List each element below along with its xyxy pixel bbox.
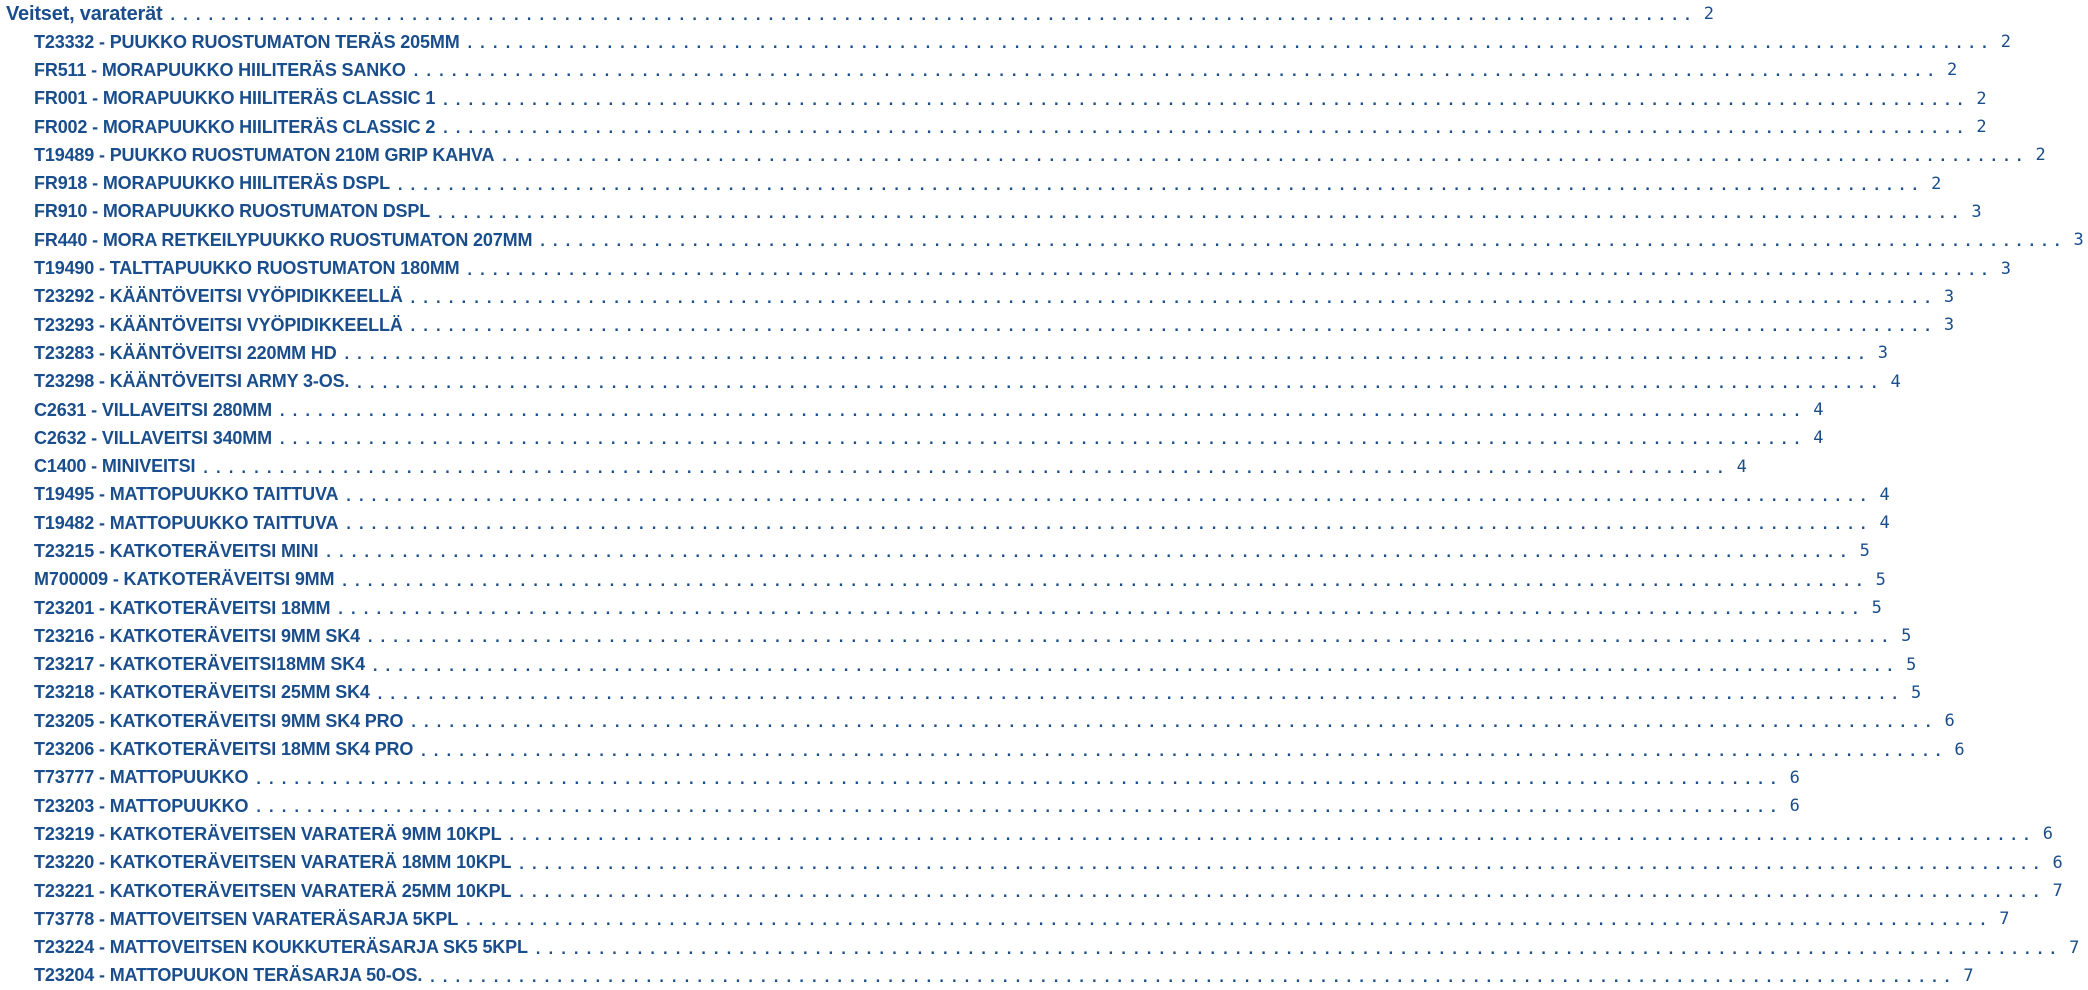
toc-entry[interactable] (0, 566, 1886, 594)
page-number: 6 (1944, 711, 1955, 732)
toc-entry[interactable] (0, 820, 2053, 848)
entry-title: T23201 - KATKOTERÄVEITSI 18MM (34, 597, 331, 618)
toc-entry[interactable] (0, 85, 1987, 113)
entry-title: T23218 - KATKOTERÄVEITSI 25MM SK4 (34, 682, 370, 703)
entry-title: T23206 - KATKOTERÄVEITSI 18MM SK4 PRO (34, 739, 414, 760)
dot-leader: ........................................................................................................................ (201, 460, 1729, 477)
toc-entry[interactable] (0, 622, 1912, 650)
toc-entry[interactable] (0, 113, 1987, 141)
page-number: 4 (1879, 484, 1890, 505)
toc-entry[interactable] (0, 905, 2010, 933)
toc-entry[interactable] (0, 424, 1824, 452)
page-number: 3 (1971, 201, 1982, 222)
entry-title: T23292 - KÄÄNTÖVEITSI VYÖPIDIKKEELLÄ (34, 286, 403, 307)
page-number: 4 (1813, 400, 1824, 420)
toc-entry[interactable] (0, 339, 1889, 367)
page-number: 2 (1976, 88, 1987, 109)
toc-entry[interactable] (0, 169, 1942, 197)
dot-leader: ........................................................................................................................ (500, 149, 2028, 166)
page-number: 3 (1943, 286, 1955, 307)
dot-leader: ........................................................................................................................ (533, 941, 2062, 958)
toc-entry[interactable] (0, 283, 1955, 311)
entry-title: T23298 - KÄÄNTÖVEITSI ARMY 3-OS. (34, 371, 350, 392)
dot-leader: ........................................................................................................................ (441, 121, 1969, 138)
toc-entry[interactable] (0, 509, 1890, 537)
dot-leader: ........................................................................................................................ (375, 686, 1904, 703)
entry-title: FR002 - MORAPUUKKO HIILITERÄS CLASSIC 2 (34, 116, 436, 137)
toc-entry[interactable] (0, 962, 1974, 990)
page-number: 2 (2000, 32, 2012, 53)
page-number: 2 (1703, 4, 1714, 24)
dot-leader: ........................................................................................................................ (507, 828, 2035, 845)
entry-title: T23216 - KATKOTERÄVEITSI 9MM SK4 (34, 625, 360, 646)
dot-leader: ........................................................................................................................ (278, 432, 1806, 449)
toc-entry[interactable] (0, 311, 1955, 339)
dot-leader: ........................................................................................................................ (344, 517, 1872, 534)
dot-leader: ........................................................................................................................ (324, 545, 1852, 562)
entry-title: T23205 - KATKOTERÄVEITSI 9MM SK4 PRO (34, 710, 404, 731)
entry-title: T19482 - MATTOPUUKKO TAITTUVA (34, 512, 339, 533)
page-number: 3 (2073, 230, 2084, 251)
toc-entry[interactable] (0, 707, 1955, 735)
toc-entry[interactable] (0, 226, 2084, 254)
dot-leader: ........................................................................................................................ (278, 404, 1806, 420)
dot-leader: ........................................................................................................................ (419, 743, 1947, 760)
page-number: 7 (2069, 937, 2080, 958)
toc-entry[interactable] (0, 481, 1890, 509)
page-number: 5 (1901, 626, 1912, 647)
entry-title: T23332 - PUUKKO RUOSTUMATON TERÄS 205MM (34, 31, 460, 52)
dot-leader: ........................................................................................................................ (254, 800, 1782, 817)
page-number: 5 (1871, 598, 1882, 619)
entry-title: T73778 - MATTOVEITSEN VARATERÄSARJA 5KPL (34, 908, 459, 929)
dot-leader: ........................................................................................................................ (517, 856, 2045, 873)
dot-leader: ........................................................................................................................ (340, 573, 1868, 590)
dot-leader: ........................................................................................................................ (465, 262, 1993, 279)
dot-leader: ........................................................................................................................ (168, 8, 1696, 24)
toc-entry[interactable] (0, 56, 1958, 84)
page-number: 2 (1931, 173, 1942, 194)
dot-leader: ........................................................................................................................ (409, 715, 1937, 732)
dot-leader: ........................................................................................................................ (336, 602, 1864, 619)
section-title: Veitset, varaterät (6, 2, 163, 25)
page-number: 6 (1789, 767, 1800, 788)
dot-leader: ........................................................................................................................ (355, 375, 1883, 392)
dot-leader: ........................................................................................................................ (538, 234, 2066, 251)
toc-entry[interactable] (0, 849, 2063, 877)
dot-leader: ........................................................................................................................ (464, 913, 1992, 930)
toc-section-heading[interactable] (0, 0, 1714, 28)
entry-title: FR001 - MORAPUUKKO HIILITERÄS CLASSIC 1 (34, 88, 436, 109)
page-number: 5 (1911, 682, 1922, 703)
page-number: 7 (1999, 909, 2010, 930)
dot-leader: ........................................................................................................................ (365, 630, 1894, 647)
dot-leader: ........................................................................................................................ (436, 205, 1964, 222)
dot-leader: ........................................................................................................................ (395, 177, 1924, 194)
entry-title: C2632 - VILLAVEITSI 340MM (34, 427, 272, 448)
dot-leader: ........................................................................................................................ (408, 290, 1937, 307)
page-number: 6 (1954, 739, 1965, 760)
dot-leader: ........................................................................................................................ (370, 658, 1899, 675)
entry-title: FR918 - MORAPUUKKO HIILITERÄS DSPL (34, 173, 390, 194)
toc-entry[interactable] (0, 934, 2080, 962)
entry-title: T23224 - MATTOVEITSEN KOUKKUTERÄSARJA SK5 5KPL (34, 937, 528, 958)
entry-title: T23220 - KATKOTERÄVEITSEN VARATERÄ 18MM 10KPL (34, 852, 512, 873)
entry-title: T23283 - KÄÄNTÖVEITSI 220MM HD (34, 342, 337, 363)
page-number: 3 (1877, 343, 1889, 364)
page-number: 3 (2000, 258, 2011, 279)
entry-title: T23217 - KATKOTERÄVEITSI18MM SK4 (34, 654, 365, 675)
dot-leader: ........................................................................................................................ (517, 885, 2045, 902)
entry-title: T23203 - MATTOPUUKKO (34, 795, 249, 816)
dot-leader: ........................................................................................................................ (441, 92, 1969, 109)
page-number: 4 (1879, 513, 1890, 534)
entry-title: M700009 - KATKOTERÄVEITSI 9MM (34, 569, 335, 590)
toc-entry[interactable] (0, 651, 1917, 679)
entry-title: FR910 - MORAPUUKKO RUOSTUMATON DSPL (34, 201, 431, 222)
dot-leader: ........................................................................................................................ (428, 969, 1956, 986)
entry-title: T73777 - MATTOPUUKKO (34, 767, 249, 788)
dot-leader: ........................................................................................................................ (254, 771, 1782, 788)
entry-title: FR440 - MORA RETKEILYPUUKKO RUOSTUMATON 207MM (34, 229, 533, 250)
entry-title: FR511 - MORAPUUKKO HIILITERÄS SANKO (34, 59, 406, 80)
toc-entry[interactable] (0, 452, 1747, 480)
page-number: 4 (1890, 371, 1901, 392)
toc-entry[interactable] (0, 141, 2046, 169)
dot-leader: ........................................................................................................................ (344, 488, 1872, 505)
page-number: 7 (1963, 965, 1974, 986)
entry-title: T19490 - TALTTAPUUKKO RUOSTUMATON 180MM (34, 258, 460, 279)
page-number: 3 (1943, 315, 1955, 336)
toc-entry[interactable] (0, 792, 1800, 820)
dot-leader: ........................................................................................................................ (411, 64, 1940, 81)
page-number: 5 (1875, 569, 1886, 590)
toc-entry[interactable] (0, 679, 1922, 707)
page-number: 2 (1976, 117, 1987, 138)
page-number: 4 (1736, 456, 1747, 477)
toc-entry[interactable] (0, 594, 1882, 622)
toc-entry[interactable] (0, 198, 1982, 226)
toc-entry[interactable] (0, 396, 1824, 424)
page-number: 6 (2052, 852, 2063, 873)
toc-entry[interactable] (0, 735, 1965, 763)
entry-title: C1400 - MINIVEITSI (34, 456, 196, 477)
entry-title: T23204 - MATTOPUUKON TERÄSARJA 50-OS. (34, 965, 423, 986)
toc-entry[interactable] (0, 254, 2011, 282)
toc-entry[interactable] (0, 537, 1870, 565)
entry-title: T23293 - KÄÄNTÖVEITSI VYÖPIDIKKEELLÄ (34, 314, 403, 335)
dot-leader: ........................................................................................................................ (342, 347, 1871, 364)
page-number: 6 (1789, 796, 1800, 817)
entry-title: T23219 - KATKOTERÄVEITSEN VARATERÄ 9MM 10KPL (34, 823, 502, 844)
dot-leader: ........................................................................................................................ (408, 319, 1937, 336)
entry-title: T19495 - MATTOPUUKKO TAITTUVA (34, 484, 339, 505)
toc-entry[interactable] (0, 877, 2063, 905)
entry-title: C2631 - VILLAVEITSI 280MM (34, 399, 272, 420)
page-number: 2 (1947, 60, 1958, 81)
entry-title: T23215 - KATKOTERÄVEITSI MINI (34, 540, 319, 561)
page-number: 5 (1859, 541, 1870, 562)
page-number: 5 (1906, 654, 1917, 675)
dot-leader: ........................................................................................................................ (465, 36, 1994, 53)
toc-entry-list (0, 28, 2084, 990)
page-number: 6 (2042, 824, 2053, 845)
toc-entry[interactable] (0, 28, 2012, 56)
page-number: 2 (2035, 145, 2046, 166)
page-number: 4 (1813, 428, 1824, 449)
toc-entry[interactable] (0, 368, 1901, 396)
page-number: 7 (2052, 881, 2063, 902)
entry-title: T23221 - KATKOTERÄVEITSEN VARATERÄ 25MM 10KPL (34, 880, 512, 901)
entry-title: T19489 - PUUKKO RUOSTUMATON 210M GRIP KAHVA (34, 144, 495, 165)
toc-entry[interactable] (0, 764, 1800, 792)
